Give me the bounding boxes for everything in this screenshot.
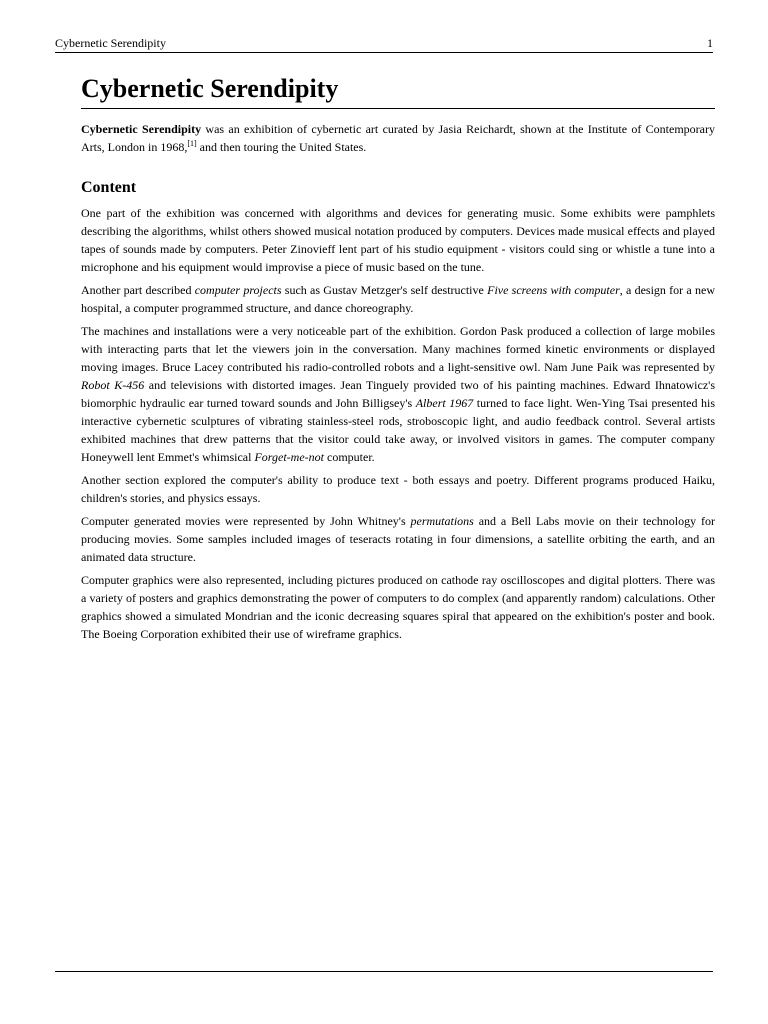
p3-em-albert: Albert 1967: [415, 396, 474, 410]
article: [81, 72, 715, 648]
p5-text-b: and a Bell Labs movie on their technology for producing movies. Some samples included images of teseracts rotating in four dimensions, a satellite orbiting the earth, and an animated data structure.: [81, 514, 715, 564]
intro-text-1: was an exhibition of cybernetic art curated by Jasia Reichardt, shown at the Institute of Contemporary Arts, London in 1968,: [81, 122, 715, 154]
p2-text-b: such as Gustav Metzger's self destructive: [281, 283, 488, 297]
page-number: 1: [707, 36, 713, 50]
p3-text-c: turned to face light. Wen-Ying Tsai presented his interactive cybernetic sculptures of vibrating stainless-steel rods, stroboscopic light, and audio feedback control. Several artists exhibited machines that drew patterns that the visitor could take away, or involved visitors in games. The computer company Honeywell lent Emmet's whimsical: [81, 396, 715, 464]
footer-rule: [55, 971, 713, 972]
p5-em-permutations: permutations: [410, 514, 474, 528]
paragraph-text: Another section explored the computer's ability to produce text - both essays and poetry. Different programs produced Haiku, children's stories, and physics essays.: [81, 473, 715, 505]
paragraph-movies: [81, 512, 715, 566]
running-header-title: Cybernetic Serendipity: [55, 36, 166, 50]
p2-text-a: Another part described: [81, 283, 195, 297]
p3-em-robot: Robot K-456: [81, 378, 145, 392]
intro-bold-term: Cybernetic Serendipity: [81, 122, 202, 136]
intro-paragraph: [81, 120, 715, 156]
paragraph-computer-projects: [81, 281, 715, 317]
paragraph-machines: [81, 322, 715, 466]
p2-text-c: , a design for a new hospital, a computer programmed structure, and dance choreography.: [81, 283, 715, 315]
page-title: Cybernetic Serendipity: [81, 72, 715, 109]
p3-text-a: The machines and installations were a very noticeable part of the exhibition. Gordon Pask produced a collection of large mobiles with interacting parts that let the viewers join in the conversation. Many machines formed kinetic environments or displayed moving images. Bruce Lacey contributed his radio-controlled robots and a light-sensitive owl. Nam June Paik was represented by: [81, 324, 715, 374]
intro-text-2: and then touring the United States.: [196, 140, 367, 154]
p2-em-five-screens: Five screens with computer: [487, 283, 620, 297]
reference-link-1[interactable]: [1]: [187, 139, 197, 148]
running-header: [55, 36, 713, 53]
p2-em-computer-projects: computer projects: [194, 283, 282, 297]
p3-text-b: and televisions with distorted images. Jean Tinguely provided two of his painting machines. Edward Ihnatowicz's biomorphic hydraulic ear turned toward sounds and John Billigsey's: [81, 378, 715, 410]
p3-em-forget-me-not: Forget-me-not: [254, 450, 325, 464]
section-heading-content: Content: [81, 179, 137, 196]
p3-text-d: computer.: [324, 450, 375, 464]
paragraph-graphics: Computer graphics were also represented, including pictures produced on cathode ray oscilloscopes and digital plotters. There was a variety of posters and graphics demonstrating the power of computers to do complex (and apparently random) calculations. Other graphics showed a simulated Mondrian and the iconic decreasing squares spiral that appeared on the exhibition's poster and book. The Boeing Corporation exhibited their use of wireframe graphics.: [81, 573, 715, 641]
paragraph-music: One part of the exhibition was concerned with algorithms and devices for generating music. Some exhibits were pamphlets describing the algorithms, whilst others showed musical notation produced by computers. Devices made musical effects and played tapes of sounds made by computers. Peter Zinovieff lent part of his studio equipment - visitors could sing or whistle a tune into a microphone and his equipment would improvise a piece of music based on the tune.: [81, 206, 715, 274]
p5-text-a: Computer generated movies were represented by John Whitney's: [81, 514, 411, 528]
